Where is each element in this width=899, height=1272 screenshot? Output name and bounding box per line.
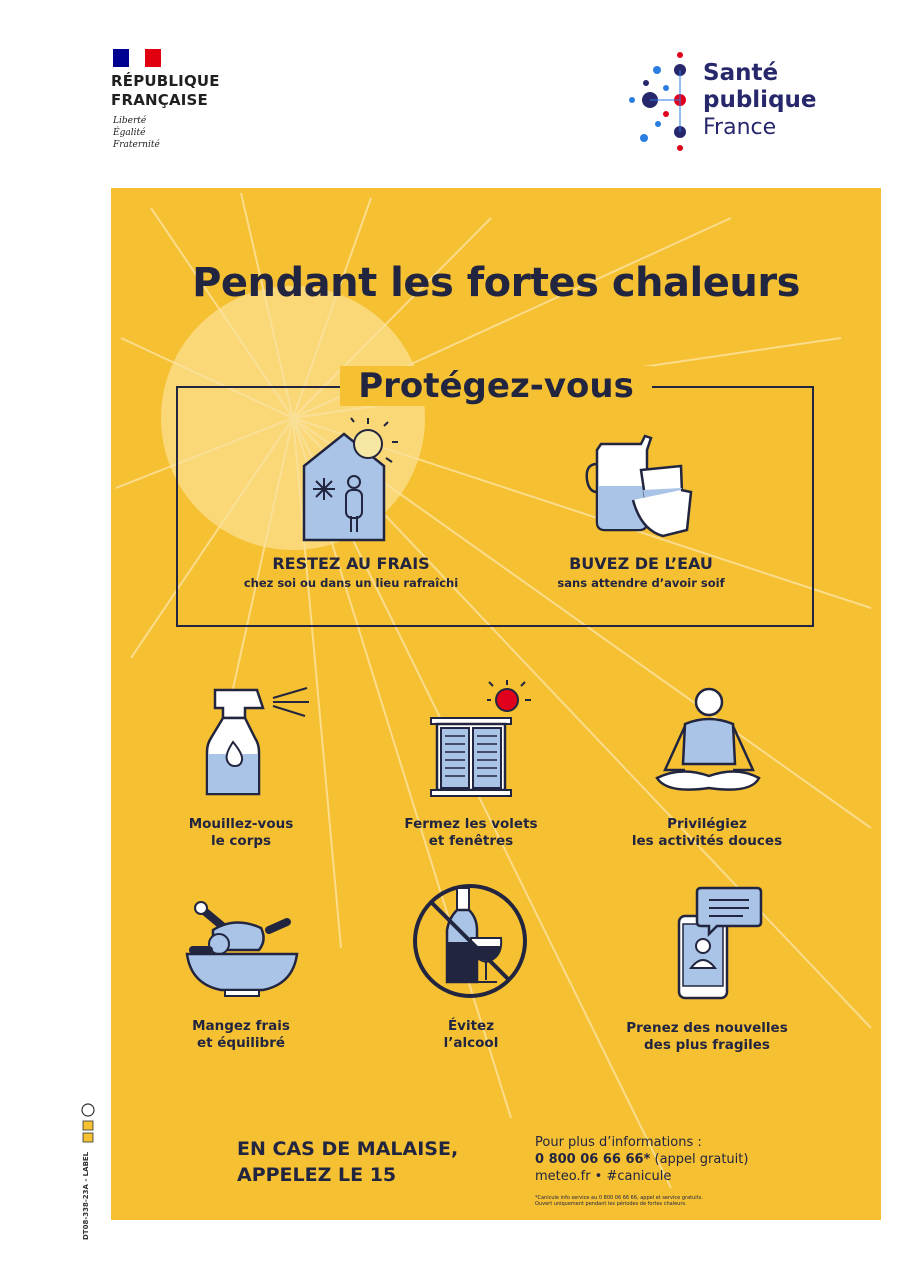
main-item-cool: RESTEZ AU FRAIS chez soi ou dans un lieu rafraîchi bbox=[243, 554, 459, 590]
info-phone: 0 800 06 66 66* bbox=[535, 1152, 651, 1167]
tip-check-vulnerable: Prenez des nouvelles des plus fragiles bbox=[626, 1020, 788, 1053]
republique-flag-icon bbox=[113, 49, 161, 67]
house-snowflake-icon bbox=[296, 416, 401, 544]
tip-wet-body: Mouillez-vous le corps bbox=[188, 816, 294, 849]
fineprint: *Canicule info service au 0 800 06 66 66, appel et service gratuits. Ouvert uniquement pendant les périodes de fortes chaleurs. bbox=[535, 1195, 703, 1207]
spray-bottle-icon bbox=[201, 686, 311, 798]
tip-close-shutters: Fermez les volets et fenêtres bbox=[404, 816, 538, 849]
tip-gentle-activities: Privilégiez les activités douces bbox=[631, 816, 783, 849]
document-reference-code: DT08-338-23A - LABEL bbox=[82, 1151, 90, 1240]
main-item-water: BUVEZ DE L’EAU sans attendre d’avoir soif bbox=[557, 554, 725, 590]
food-bowl-icon bbox=[183, 900, 301, 1000]
protect-box bbox=[176, 386, 814, 627]
sante-publique-france-logo-icon bbox=[622, 48, 702, 158]
sante-publique-france-name: Santé publique France bbox=[703, 60, 817, 140]
info-web: meteo.fr • #canicule bbox=[535, 1169, 672, 1184]
heatwave-poster bbox=[111, 188, 881, 1220]
tip-avoid-alcohol: Évitez l’alcool bbox=[443, 1018, 499, 1051]
poster-subtitle: Protégez-vous bbox=[111, 366, 881, 406]
water-jug-glass-icon bbox=[583, 430, 698, 542]
closed-shutters-icon bbox=[429, 678, 539, 800]
meditation-icon bbox=[651, 684, 763, 800]
phone-message-icon bbox=[673, 886, 763, 1002]
emergency-call-15: EN CAS DE MALAISE, APPELEZ LE 15 bbox=[237, 1138, 459, 1186]
more-info: Pour plus d’informations : 0 800 06 66 66* (appel gratuit) meteo.fr • #canicule bbox=[535, 1135, 749, 1184]
republique-motto: Liberté Égalité Fraternité bbox=[113, 116, 160, 150]
no-alcohol-icon bbox=[411, 882, 529, 1000]
recycling-logo-icon bbox=[81, 1103, 95, 1143]
poster-title: Pendant les fortes chaleurs bbox=[192, 260, 800, 306]
republique-francaise-name: RÉPUBLIQUE FRANÇAISE bbox=[111, 72, 220, 109]
tip-eat-fresh: Mangez frais et équilibré bbox=[192, 1018, 290, 1051]
